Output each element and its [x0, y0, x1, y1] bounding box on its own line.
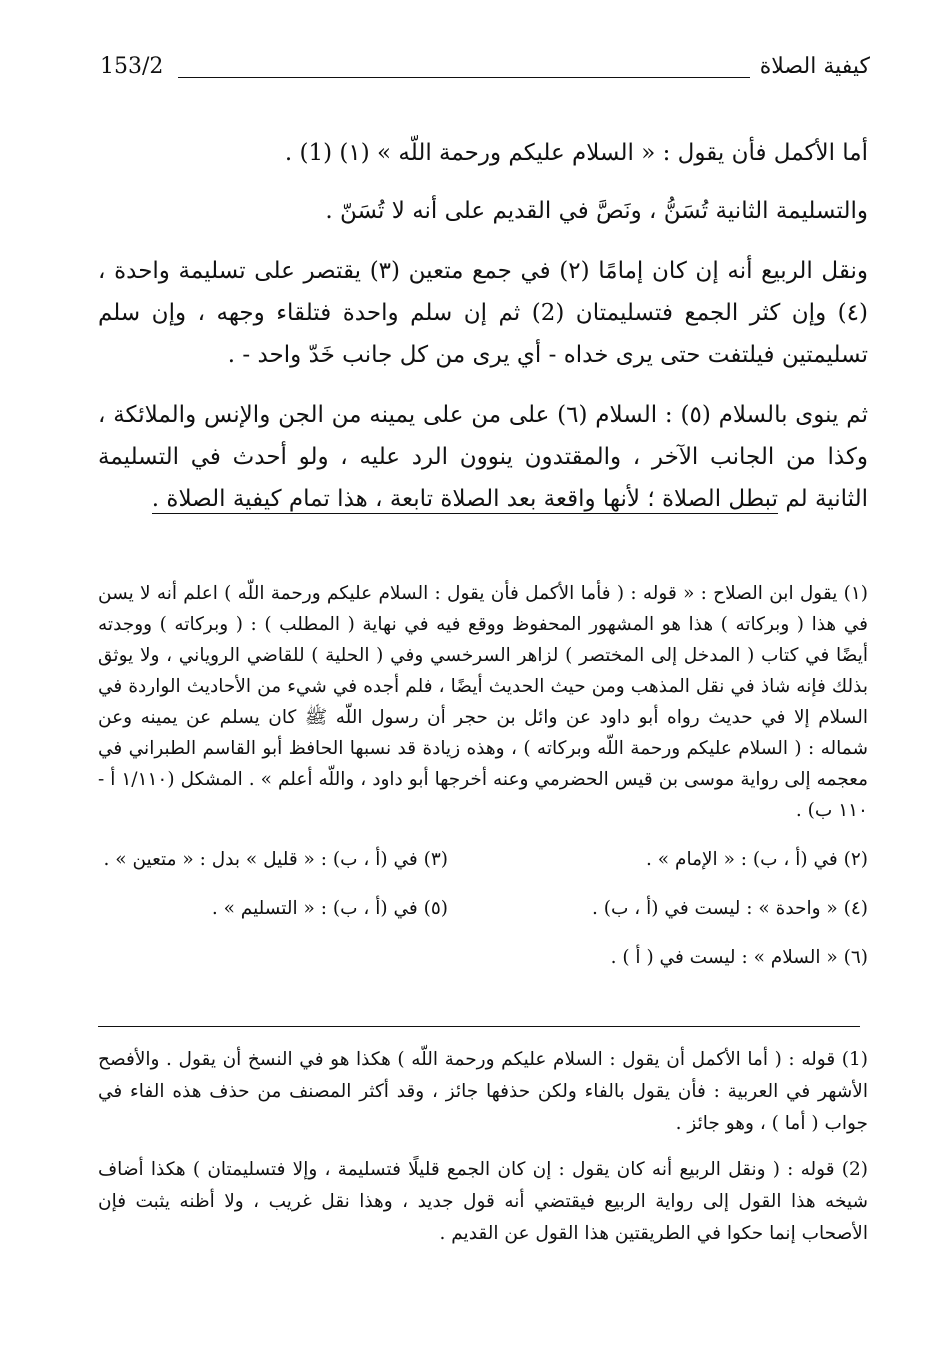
header-title: كيفية الصلاة	[759, 54, 870, 79]
header-rule	[178, 77, 750, 78]
paragraph-intention	[98, 394, 868, 520]
header-page-ref: 153/2	[100, 54, 164, 79]
editor-notes-section	[98, 1044, 868, 1250]
footnotes-section	[98, 578, 868, 973]
closing-underlined-text: تبطل الصلاة ؛ لأنها واقعة بعد الصلاة تابعة ، هذا تمام كيفية الصلاة .	[151, 486, 779, 512]
footnote-2: (٢) في (أ ، ب) : « الإمام » .	[646, 849, 868, 870]
footnote-row	[98, 844, 868, 875]
footnote-6: (٦) « السلام » : ليست في ( أ ) .	[610, 947, 868, 968]
running-header	[100, 52, 870, 88]
footnote-row	[98, 942, 868, 973]
main-text	[98, 132, 868, 520]
footnote-divider	[98, 1026, 860, 1027]
editor-note-2: (2) قوله : ( ونقل الربيع أنه كان يقول : إن كان الجمع قليلًا فتسليمة ، وإلا فتسليمتان ) هكذا أضاف شيخه هذا القول إلى رواية الربيع فيقتضي أنه قول جديد ، وهذا نقل غريب ، ولا أظنه يثبت فإن الأصحاب إنما حكوا في الطريقتين هذا القول عن القديم .	[98, 1159, 868, 1244]
editor-note-1: (1) قوله : ( أما الأكمل أن يقول : السلام عليكم ورحمة اللّه ) هكذا هو في النسخ أن يقول . والأفصح الأشهر في العربية : فأن يقول بالفاء ولكن حذفها جائز ، وقد أكثر المصنف من حذف هذه الفاء في جواب ( أما ) ، وهو جائز .	[98, 1049, 868, 1134]
paragraph-rabi-narration: ونقل الربيع أنه إن كان إمامًا (٢) في جمع متعين (٣) يقتصر على تسليمة واحدة ، (٤) وإن كثر الجمع فتسليمتان (2) ثم إن سلم واحدة فتلقاء وجهه ، وإن سلم تسليمتين فيلتفت حتى يرى خداه - أي يرى من كل جانب خَدّ واحد - .	[98, 258, 868, 368]
paragraph-greeting: أما الأكمل فأن يقول : « السلام عليكم ورحمة اللّه » (١) (1) .	[284, 140, 868, 166]
paragraph-second-taslima: والتسليمة الثانية تُسَنُّ ، ونَصَّ في القديم على أنه لا تُسَنّ .	[325, 198, 868, 224]
footnote-1: (١) يقول ابن الصلاح : « قوله : ( فأما الأكمل فأن يقول : السلام عليكم ورحمة اللّه ) اعلم أنه لا يسن في هذا ( وبركاته ) هذا هو المشهور المحفوظ ووقع فيه في نهاية ( المطلب ) : ( وبركاته ) ووجدته أيضًا في كتاب ( المدخل إلى المختصر ) لزاهر السرخسي وفي ( الحلية ) للقاضي الروياني ، ولا يوثق بذلك فإنه شاذ في نقل المذهب ومن حيث الحديث أيضًا ، فلم أجده في شيء من الأحاديث الواردة في السلام إلا في حديث رواه أبو داود عن وائل بن حجر أن رسول اللّه ﷺ كان يسلم عن يمينه وعن شماله : ( السلام عليكم ورحمة اللّه وبركاته ) ، وهذه زيادة قد نسبها الحافظ أبو القاسم الطبراني في معجمه إلى رواية موسى بن قيس الحضرمي وعنه أخرجها أبو داود ، واللّه أعلم » . المشكل (١/١١٠ أ - ١١٠ ب) .	[98, 583, 868, 821]
footnote-3: (٣) في (أ ، ب) : « قليل » بدل : « متعين » .	[103, 849, 448, 870]
footnote-4: (٤) « واحدة » : ليست في (أ ، ب) .	[592, 898, 868, 919]
intention-text: ثم ينوى بالسلام (٥) : السلام (٦) على من على يمينه من الجن والإنس والملائكة ، وكذا من الجانب الآخر ، والمقتدون ينوون الرد عليه ، ولو أحدث في التسليمة الثانية لم	[98, 402, 868, 512]
footnote-5: (٥) في (أ ، ب) : « التسليم » .	[211, 898, 448, 919]
footnote-row	[98, 893, 868, 924]
